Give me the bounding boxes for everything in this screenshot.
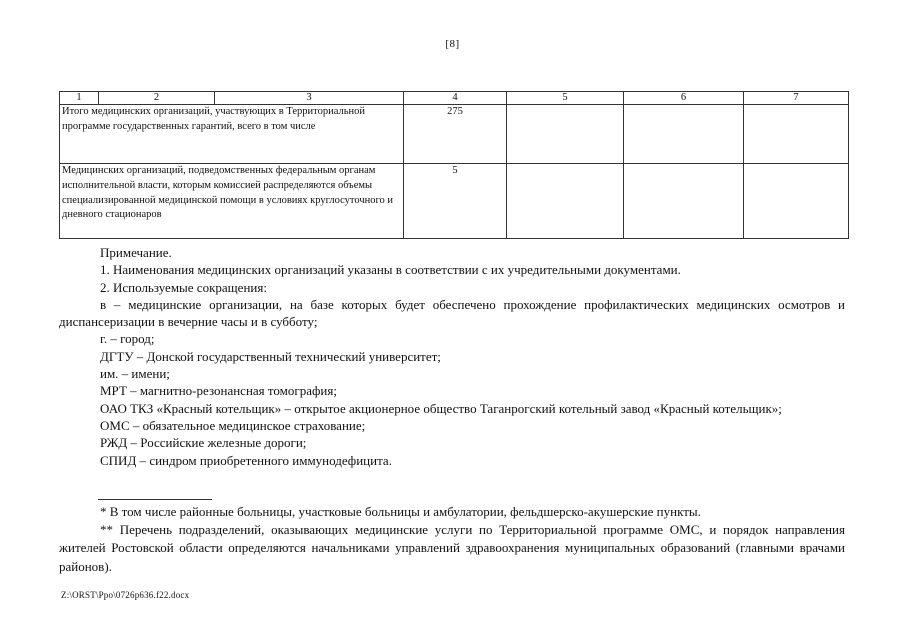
row-value: 5 xyxy=(404,164,507,239)
column-header: 6 xyxy=(624,92,744,105)
row-value: 275 xyxy=(404,105,507,164)
empty-cell xyxy=(744,105,849,164)
abbreviation-item: г. – город; xyxy=(100,331,155,347)
row-label: Медицинских организаций, подведомственных федеральным органам исполнительной власти, которым комиссией распределяются объемы специализированной медицинской помощи в условиях круглосуточного и дневного стационаров xyxy=(60,164,404,239)
table-row xyxy=(60,164,849,239)
footnotes-section xyxy=(59,503,845,576)
abbreviation-item: СПИД – синдром приобретенного иммунодефицита. xyxy=(100,452,392,468)
empty-cell xyxy=(624,105,744,164)
note-item: 1. Наименования медицинских организаций указаны в соответствии с их учредительными документами. xyxy=(100,262,681,278)
abbreviation-item: ОАО ТКЗ «Красный котельщик» – открытое акционерное общество Таганрогский котельный завод «Красный котельщик»; xyxy=(100,400,782,416)
table-header-row xyxy=(60,92,849,105)
abbreviation-item: им. – имени; xyxy=(100,366,170,382)
abbreviation-item: в – медицинские организации, на базе которых будет обеспечено прохождение профилактических медицинских осмотров и диспансеризации в вечерние часы и в субботу; xyxy=(59,296,845,330)
abbreviation-item: МРТ – магнитно-резонансная томография; xyxy=(100,383,337,399)
abbreviation-item: РЖД – Российские железные дороги; xyxy=(100,435,307,451)
row-label: Итого медицинских организаций, участвующих в Территориальной программе государственных гарантий, всего в том числе xyxy=(60,105,404,164)
column-header: 2 xyxy=(99,92,215,105)
empty-cell xyxy=(507,105,624,164)
column-header: 5 xyxy=(507,92,624,105)
column-header: 1 xyxy=(60,92,99,105)
notes-heading: Примечание. xyxy=(100,245,172,260)
empty-cell xyxy=(744,164,849,239)
file-path: Z:\ORST\Ppo\0726p636.f22.docx xyxy=(61,590,190,600)
empty-cell xyxy=(624,164,744,239)
page-number: [8] xyxy=(445,38,460,50)
table-row xyxy=(60,105,849,164)
abbreviation-item: ОМС – обязательное медицинское страхование; xyxy=(100,417,366,433)
column-header: 3 xyxy=(215,92,404,105)
empty-cell xyxy=(507,164,624,239)
footnote-divider xyxy=(98,499,212,500)
notes-section xyxy=(59,244,845,469)
column-header: 4 xyxy=(404,92,507,105)
data-table xyxy=(59,91,849,239)
footnote-item: ** Перечень подразделений, оказывающих медицинские услуги по Территориальной программе ОМС, и порядок направления жителей Ростовской области определяются начальниками управлений здравоохранения муниципальных образований (главными врачами районов). xyxy=(59,522,845,574)
note-item: 2. Используемые сокращения: xyxy=(100,279,267,295)
abbreviation-item: ДГТУ – Донской государственный технический университет; xyxy=(100,348,441,364)
column-header: 7 xyxy=(744,92,849,105)
footnote-item: * В том числе районные больницы, участковые больницы и амбулатории, фельдшерско-акушерские пункты. xyxy=(100,504,701,519)
